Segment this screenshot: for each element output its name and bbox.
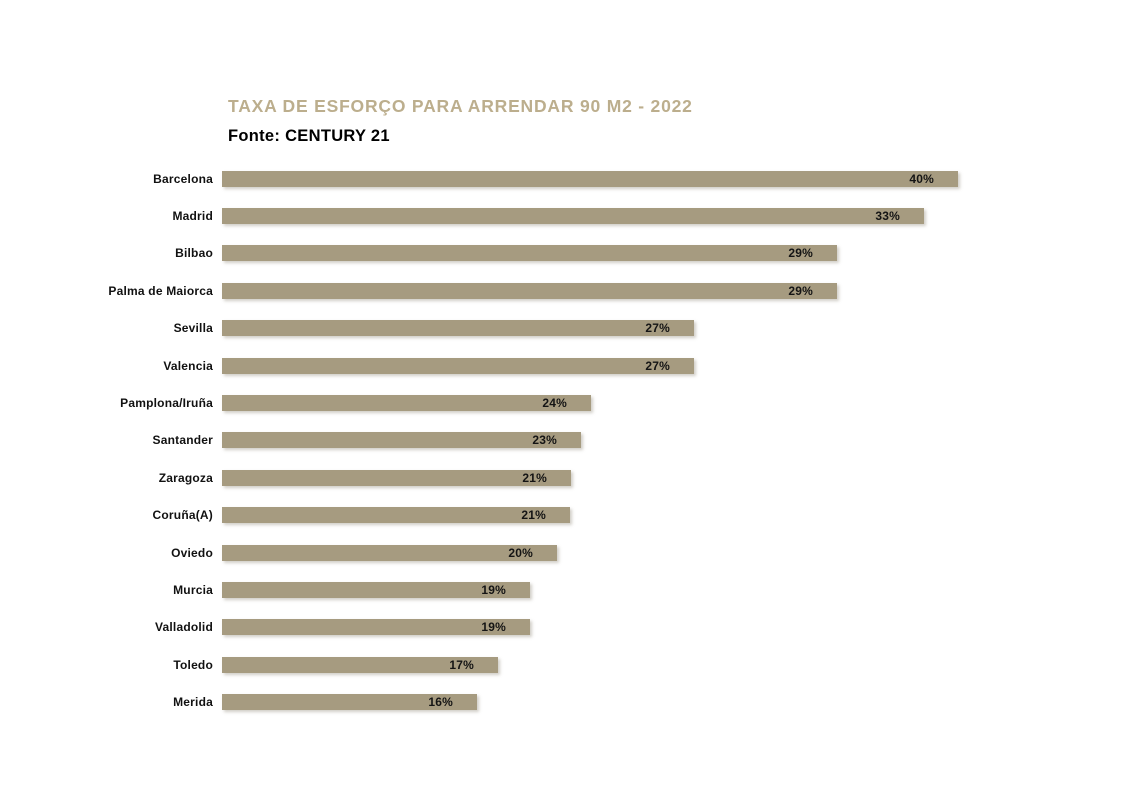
- bar-row: [0, 683, 1020, 720]
- bar: [222, 432, 581, 448]
- category-label: Murcia: [173, 582, 213, 597]
- value-label: 33%: [875, 209, 900, 224]
- value-label: 40%: [909, 171, 934, 186]
- bar: [222, 582, 530, 598]
- category-label: Bilbao: [175, 246, 213, 261]
- bar-row: [0, 310, 1020, 347]
- category-label: Palma de Maiorca: [108, 283, 213, 298]
- bar: [222, 619, 530, 635]
- chart-title: TAXA DE ESFORÇO PARA ARRENDAR 90 M2 - 2022: [228, 96, 693, 116]
- bar: [222, 395, 591, 411]
- bar: [222, 208, 924, 224]
- value-label: 19%: [481, 620, 506, 635]
- bar-row: [0, 459, 1020, 496]
- category-label: Madrid: [172, 209, 213, 224]
- bar-row: [0, 160, 1020, 197]
- bar: [222, 358, 694, 374]
- value-label: 21%: [522, 470, 547, 485]
- bar: [222, 245, 837, 261]
- bar-row: [0, 347, 1020, 384]
- bar-row: [0, 534, 1020, 571]
- value-label: 27%: [645, 321, 670, 336]
- value-label: 29%: [788, 246, 813, 261]
- category-label: Coruña(A): [152, 508, 213, 523]
- category-label: Valladolid: [154, 620, 213, 635]
- chart-source: Fonte: CENTURY 21: [228, 127, 390, 145]
- category-label: Sevilla: [173, 321, 213, 336]
- category-label: Pamplona/Iruña: [120, 396, 213, 411]
- bar: [222, 320, 694, 336]
- value-label: 24%: [542, 396, 567, 411]
- bar-row: [0, 272, 1020, 309]
- value-label: 17%: [449, 657, 474, 672]
- bar-row: [0, 609, 1020, 646]
- value-label: 21%: [521, 508, 546, 523]
- bar: [222, 694, 477, 710]
- bar: [222, 545, 557, 561]
- category-label: Merida: [173, 695, 213, 710]
- bar: [222, 283, 837, 299]
- value-label: 20%: [508, 545, 533, 560]
- bar: [222, 470, 571, 486]
- bar: [222, 171, 958, 187]
- bar-row: [0, 646, 1020, 683]
- bar: [222, 507, 570, 523]
- category-label: Toledo: [173, 657, 213, 672]
- bar-row: [0, 571, 1020, 608]
- category-label: Barcelona: [153, 171, 213, 186]
- bar-row: [0, 197, 1020, 234]
- value-label: 27%: [645, 358, 670, 373]
- bar: [222, 657, 498, 673]
- bar-row: [0, 422, 1020, 459]
- value-label: 29%: [788, 283, 813, 298]
- category-label: Santander: [152, 433, 213, 448]
- bar-row: [0, 384, 1020, 421]
- bar-row: [0, 497, 1020, 534]
- bar-chart: [0, 160, 1020, 721]
- category-label: Valencia: [163, 358, 213, 373]
- value-label: 19%: [481, 582, 506, 597]
- value-label: 23%: [532, 433, 557, 448]
- category-label: Oviedo: [171, 545, 213, 560]
- bar-row: [0, 235, 1020, 272]
- value-label: 16%: [428, 695, 453, 710]
- category-label: Zaragoza: [158, 470, 213, 485]
